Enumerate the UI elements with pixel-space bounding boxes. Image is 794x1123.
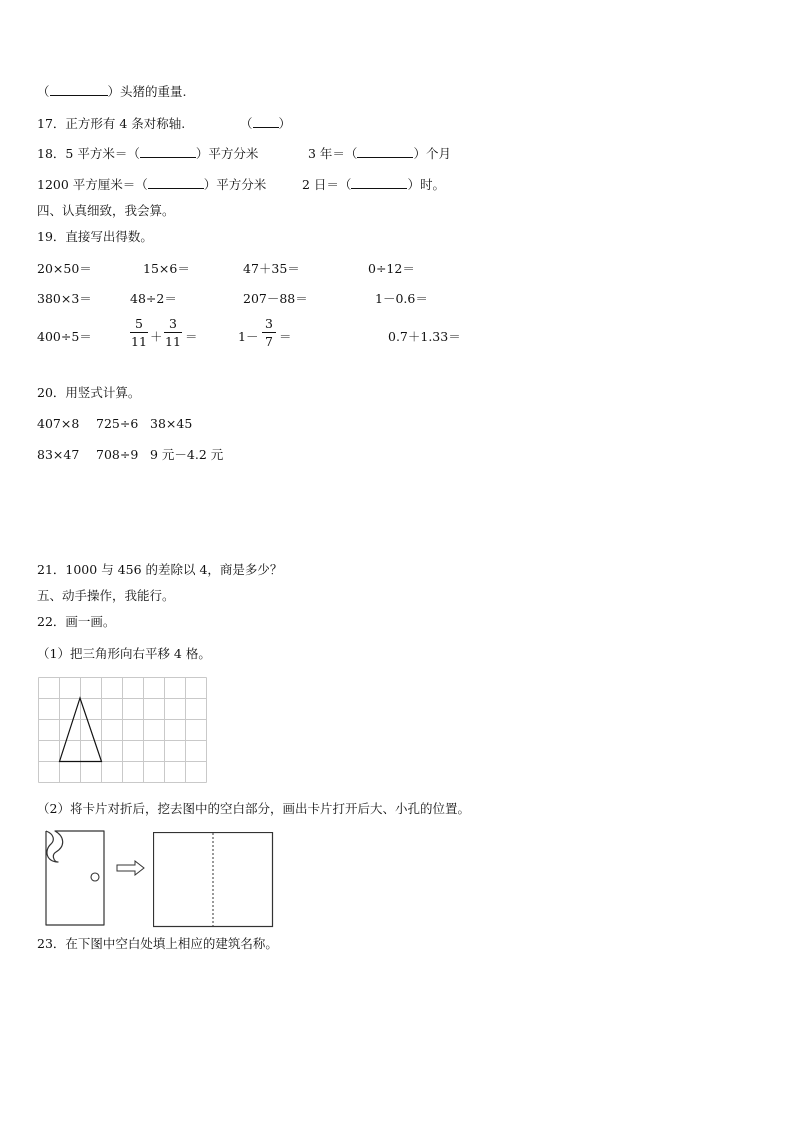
fraction-denominator: 7	[265, 334, 273, 349]
one-minus: 1－	[238, 329, 259, 344]
fraction-numerator: 5	[135, 316, 143, 331]
q17-answer	[240, 116, 291, 132]
answer-blank[interactable]	[148, 177, 204, 189]
opened-card[interactable]	[153, 832, 275, 928]
q20-item: 725÷6	[96, 416, 139, 431]
triangle-grid[interactable]	[38, 677, 208, 785]
q19-item: 0÷12＝	[368, 261, 415, 276]
fraction	[130, 316, 148, 349]
q18-d-text: 2 日＝（	[302, 177, 352, 192]
q19-item: 0.7＋1.33＝	[388, 329, 461, 344]
q18-a-unit: ）平方分米	[195, 146, 259, 161]
fraction-bar	[164, 332, 182, 333]
q18-b-text: 3 年＝（	[308, 146, 358, 161]
answer-blank[interactable]	[253, 116, 279, 128]
q20-title: 20．用竖式计算。	[37, 385, 141, 400]
q18-b	[308, 146, 451, 162]
equals-sign: ＝	[279, 329, 292, 344]
paren-open: （	[240, 116, 253, 131]
q18-b-unit: ）个月	[413, 146, 451, 161]
q19-item: 380×3＝	[37, 291, 92, 306]
q18-d-unit: ）时。	[407, 177, 445, 192]
right-arrow-icon	[116, 860, 146, 876]
q20-item: 38×45	[150, 416, 193, 431]
q22-title: 22．画一画。	[37, 614, 116, 629]
fraction-numerator: 3	[265, 316, 273, 331]
q19-item: 400÷5＝	[37, 329, 92, 344]
answer-blank[interactable]	[140, 146, 196, 158]
folded-card-figure	[42, 828, 106, 928]
section-4-heading: 四、认真细致，我会算。	[37, 203, 175, 218]
q19-item: 48÷2＝	[130, 291, 177, 306]
q20-item: 9 元－4.2 元	[150, 447, 224, 462]
q20-item: 407×8	[37, 416, 80, 431]
paren-open: （	[37, 84, 50, 99]
q19-item: 47＋35＝	[243, 261, 300, 276]
q22-part1: （1）把三角形向右平移 4 格。	[37, 646, 211, 661]
answer-blank[interactable]	[351, 177, 407, 189]
fraction-denominator: 11	[165, 334, 181, 349]
fraction-numerator: 3	[169, 316, 177, 331]
q18-c-unit: ）平方分米	[203, 177, 267, 192]
answer-blank[interactable]	[357, 146, 413, 158]
q18-c-text: 1200 平方厘米＝（	[37, 177, 148, 192]
q21: 21．1000 与 456 的差除以 4，商是多少？	[37, 562, 283, 577]
q19-item: 1－0.6＝	[375, 291, 428, 306]
q22-part2: （2）将卡片对折后，挖去图中的空白部分，画出卡片打开后大、小孔的位置。	[37, 801, 470, 816]
q16-tail	[37, 84, 187, 100]
fraction	[164, 316, 182, 349]
q18-c	[37, 177, 266, 193]
answer-blank[interactable]	[50, 84, 108, 96]
fraction	[262, 316, 276, 349]
q18-a-text: 18．5 平方米＝（	[37, 146, 140, 161]
q18-a	[37, 146, 258, 162]
q20-item: 83×47	[37, 447, 80, 462]
q19-item: 207－88＝	[243, 291, 308, 306]
q16-suffix: ）头猪的重量.	[107, 84, 187, 99]
q20-item: 708÷9	[96, 447, 139, 462]
q23: 23．在下图中空白处填上相应的建筑名称。	[37, 936, 278, 951]
q18-d	[302, 177, 445, 193]
fraction-denominator: 11	[131, 334, 147, 349]
plus-sign: ＋	[150, 329, 163, 344]
q19-item: 15×6＝	[143, 261, 190, 276]
fraction-bar	[262, 332, 276, 333]
paren-close: ）	[278, 116, 292, 131]
equals-sign: ＝	[185, 329, 198, 344]
q17	[37, 116, 185, 132]
q19-item: 20×50＝	[37, 261, 92, 276]
q17-text: 17．正方形有 4 条对称轴.	[37, 116, 186, 131]
fraction-bar	[130, 332, 148, 333]
q19-title: 19．直接写出得数。	[37, 229, 153, 244]
section-5-heading: 五、动手操作，我能行。	[37, 588, 175, 603]
